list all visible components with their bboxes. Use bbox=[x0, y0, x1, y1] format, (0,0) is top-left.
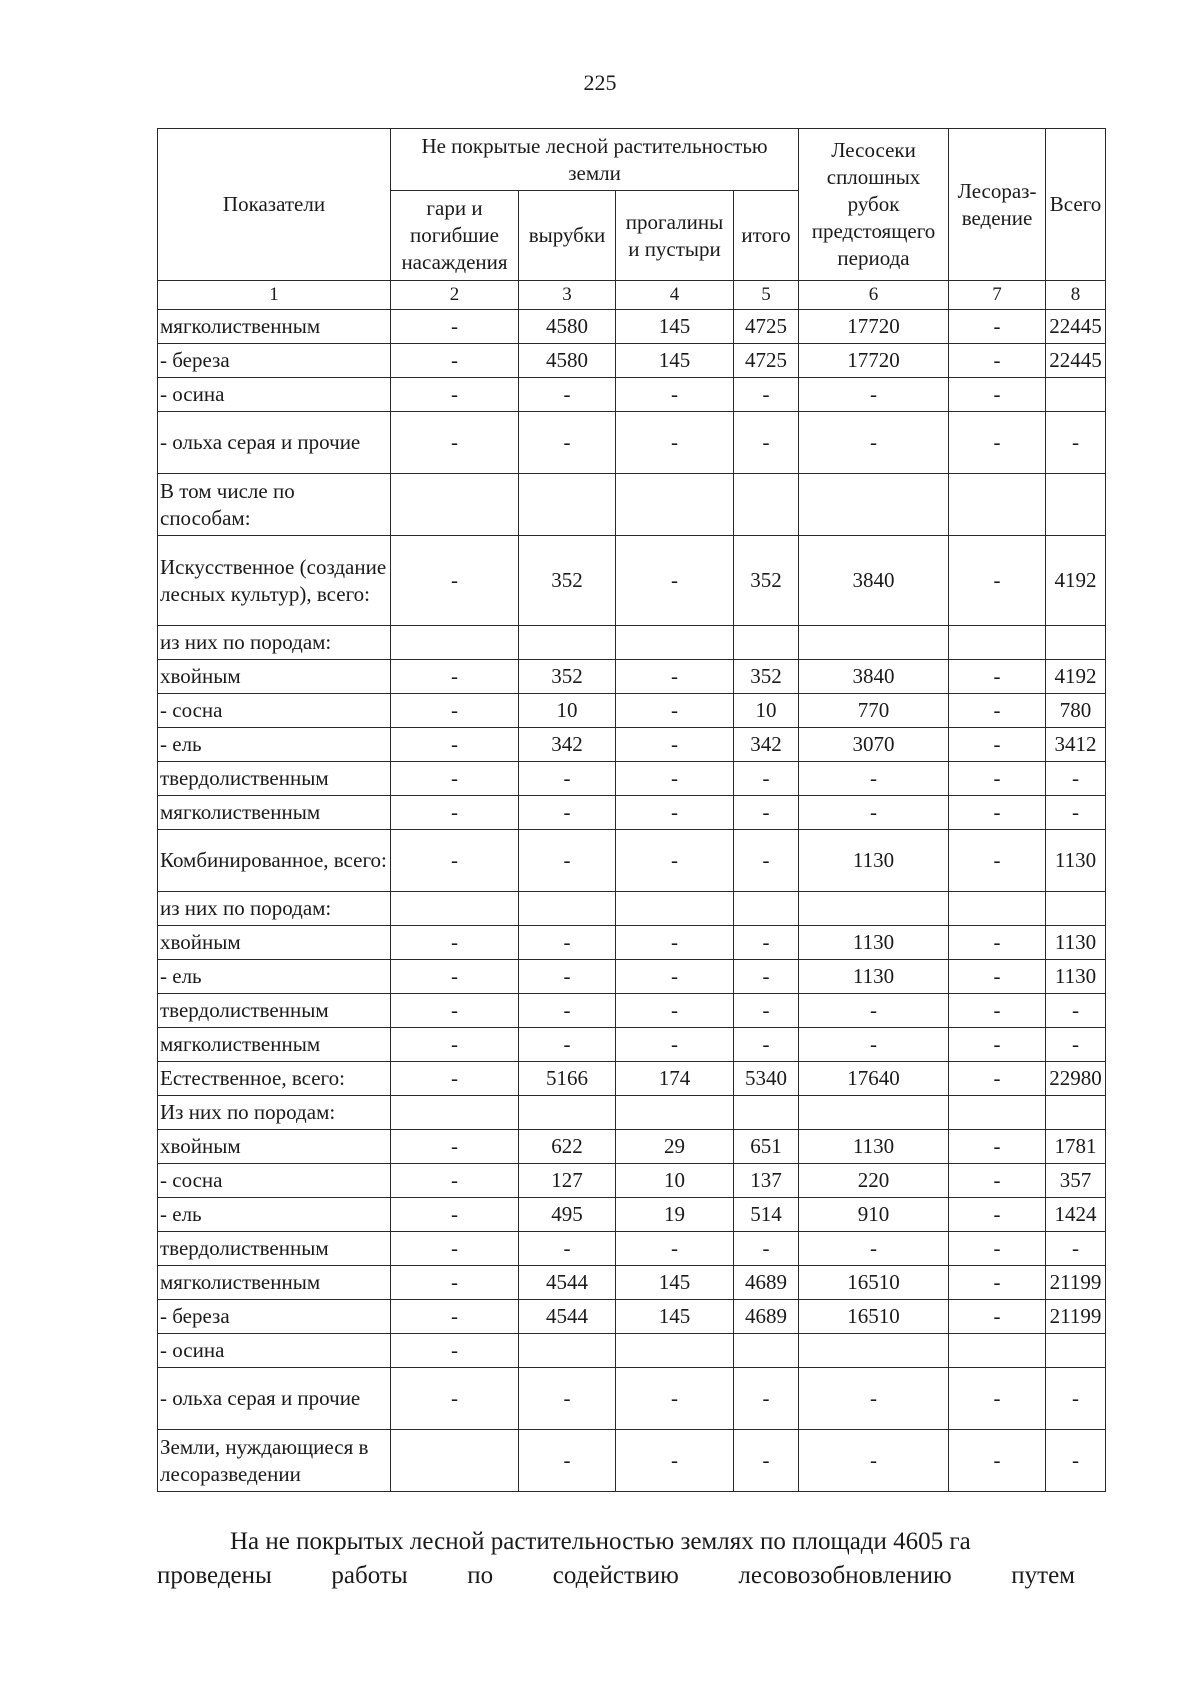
table-cell: - bbox=[616, 994, 734, 1028]
header-subtotal: итого bbox=[734, 191, 799, 281]
table-row bbox=[158, 378, 1106, 412]
table-cell: - bbox=[799, 1232, 949, 1266]
table-cell: 145 bbox=[616, 1300, 734, 1334]
table-cell: - bbox=[391, 960, 519, 994]
row-label: - ель bbox=[158, 728, 391, 762]
table-cell: 17640 bbox=[799, 1062, 949, 1096]
table-row bbox=[158, 728, 1106, 762]
table-cell: - bbox=[734, 796, 799, 830]
table-cell: 10 bbox=[519, 694, 616, 728]
column-number: 3 bbox=[519, 281, 616, 310]
table-cell: 342 bbox=[734, 728, 799, 762]
table-cell: - bbox=[391, 310, 519, 344]
table-cell: - bbox=[949, 1130, 1046, 1164]
table-cell bbox=[1046, 1096, 1106, 1130]
table-cell: - bbox=[391, 1368, 519, 1430]
table-row bbox=[158, 660, 1106, 694]
table-cell: - bbox=[519, 378, 616, 412]
table-cell: - bbox=[734, 960, 799, 994]
table-cell bbox=[616, 474, 734, 536]
row-label: - береза bbox=[158, 344, 391, 378]
table-cell: 127 bbox=[519, 1164, 616, 1198]
row-label: В том числе по способам: bbox=[158, 474, 391, 536]
row-label: твердолиственным bbox=[158, 762, 391, 796]
table-cell: 3412 bbox=[1046, 728, 1106, 762]
table-cell: - bbox=[949, 660, 1046, 694]
table-cell: 145 bbox=[616, 1266, 734, 1300]
row-label: мягколиственным bbox=[158, 310, 391, 344]
table-cell: - bbox=[949, 1300, 1046, 1334]
row-label: твердолиственным bbox=[158, 1232, 391, 1266]
table-row bbox=[158, 926, 1106, 960]
row-label: твердолиственным bbox=[158, 994, 391, 1028]
table-cell bbox=[519, 474, 616, 536]
table-row bbox=[158, 1062, 1106, 1096]
table-cell: - bbox=[949, 412, 1046, 474]
table-cell: - bbox=[799, 412, 949, 474]
row-label: - сосна bbox=[158, 1164, 391, 1198]
table-cell bbox=[519, 1096, 616, 1130]
column-number: 8 bbox=[1046, 281, 1106, 310]
table-cell: - bbox=[616, 1028, 734, 1062]
row-label: мягколиственным bbox=[158, 1266, 391, 1300]
table-row bbox=[158, 1266, 1106, 1300]
table-cell: 352 bbox=[519, 536, 616, 626]
table-cell: - bbox=[949, 378, 1046, 412]
table-row bbox=[158, 1096, 1106, 1130]
table-cell: - bbox=[949, 536, 1046, 626]
table-cell bbox=[949, 1096, 1046, 1130]
header-glades: прогалины и пустыри bbox=[616, 191, 734, 281]
row-label: Из них по породам: bbox=[158, 1096, 391, 1130]
table-cell: - bbox=[949, 310, 1046, 344]
table-cell: - bbox=[519, 412, 616, 474]
table-cell: - bbox=[949, 1062, 1046, 1096]
table-cell: 4192 bbox=[1046, 660, 1106, 694]
table-cell: - bbox=[391, 378, 519, 412]
page-number: 225 bbox=[583, 70, 617, 95]
row-label: Естественное, всего: bbox=[158, 1062, 391, 1096]
column-number-row bbox=[158, 281, 1106, 310]
table-cell: 352 bbox=[734, 536, 799, 626]
table-cell bbox=[519, 892, 616, 926]
table-cell: 19 bbox=[616, 1198, 734, 1232]
table-row bbox=[158, 412, 1106, 474]
table-cell: - bbox=[949, 994, 1046, 1028]
table-cell: 145 bbox=[616, 310, 734, 344]
table-cell: 3070 bbox=[799, 728, 949, 762]
table-cell: - bbox=[519, 960, 616, 994]
table-cell: - bbox=[799, 1368, 949, 1430]
table-cell bbox=[1046, 626, 1106, 660]
table-row bbox=[158, 626, 1106, 660]
table-cell: 17720 bbox=[799, 344, 949, 378]
table-cell: - bbox=[519, 796, 616, 830]
table-row bbox=[158, 994, 1106, 1028]
table-cell bbox=[949, 626, 1046, 660]
table-cell: 4689 bbox=[734, 1300, 799, 1334]
table-cell: 910 bbox=[799, 1198, 949, 1232]
table-cell: - bbox=[616, 1232, 734, 1266]
table-cell: - bbox=[519, 1232, 616, 1266]
row-label: - ольха серая и прочие bbox=[158, 412, 391, 474]
table-cell: 4544 bbox=[519, 1300, 616, 1334]
table-cell: 4725 bbox=[734, 344, 799, 378]
table-cell: 220 bbox=[799, 1164, 949, 1198]
table-cell: - bbox=[734, 762, 799, 796]
header-burned: гари и погибшие насаждения bbox=[391, 191, 519, 281]
table-cell: - bbox=[391, 344, 519, 378]
table-cell: - bbox=[949, 1028, 1046, 1062]
table-cell bbox=[616, 626, 734, 660]
table-row bbox=[158, 830, 1106, 892]
row-label: - ольха серая и прочие bbox=[158, 1368, 391, 1430]
table-cell: 1781 bbox=[1046, 1130, 1106, 1164]
table-row bbox=[158, 694, 1106, 728]
table-cell: 1130 bbox=[1046, 960, 1106, 994]
table-cell: - bbox=[1046, 1368, 1106, 1430]
table-cell: 495 bbox=[519, 1198, 616, 1232]
table-cell: - bbox=[1046, 994, 1106, 1028]
table-cell: - bbox=[616, 1368, 734, 1430]
header-clearcut: Лесосеки сплошных рубок предстоящего периода bbox=[799, 129, 949, 281]
table-cell: - bbox=[949, 1266, 1046, 1300]
table-cell: - bbox=[949, 1368, 1046, 1430]
table-cell: - bbox=[391, 994, 519, 1028]
table-cell: 16510 bbox=[799, 1300, 949, 1334]
table-cell: - bbox=[391, 1164, 519, 1198]
table-cell: 4544 bbox=[519, 1266, 616, 1300]
table-cell: - bbox=[949, 1430, 1046, 1492]
header-total: Всего bbox=[1046, 129, 1106, 281]
table-cell: 622 bbox=[519, 1130, 616, 1164]
table-cell: - bbox=[616, 728, 734, 762]
row-label: Земли, нуждающиеся в лесоразведении bbox=[158, 1430, 391, 1492]
table-cell: - bbox=[616, 960, 734, 994]
table-cell: 352 bbox=[734, 660, 799, 694]
table-cell: 10 bbox=[734, 694, 799, 728]
table-row bbox=[158, 1430, 1106, 1492]
table-cell: - bbox=[519, 994, 616, 1028]
row-label: - береза bbox=[158, 1300, 391, 1334]
table-cell: 22980 bbox=[1046, 1062, 1106, 1096]
table-cell: - bbox=[391, 536, 519, 626]
table-cell bbox=[616, 1096, 734, 1130]
row-label: мягколиственным bbox=[158, 1028, 391, 1062]
row-label: хвойным bbox=[158, 926, 391, 960]
table-cell: 4689 bbox=[734, 1266, 799, 1300]
table-cell: 145 bbox=[616, 344, 734, 378]
table-cell: 3840 bbox=[799, 660, 949, 694]
table-cell: - bbox=[734, 994, 799, 1028]
table-cell: - bbox=[949, 1164, 1046, 1198]
table-cell: - bbox=[616, 796, 734, 830]
table-cell: - bbox=[616, 830, 734, 892]
table-cell: - bbox=[391, 762, 519, 796]
table-cell: - bbox=[1046, 1232, 1106, 1266]
row-label: хвойным bbox=[158, 660, 391, 694]
table-row bbox=[158, 1334, 1106, 1368]
table-cell: - bbox=[734, 830, 799, 892]
table-cell: - bbox=[1046, 412, 1106, 474]
table-cell: 1130 bbox=[799, 926, 949, 960]
table-cell: - bbox=[391, 926, 519, 960]
table-cell: - bbox=[734, 378, 799, 412]
table-cell: - bbox=[519, 1368, 616, 1430]
row-label: - ель bbox=[158, 960, 391, 994]
table-cell: - bbox=[949, 960, 1046, 994]
table-cell: 4580 bbox=[519, 310, 616, 344]
table-cell bbox=[949, 892, 1046, 926]
table-row bbox=[158, 1232, 1106, 1266]
table-row bbox=[158, 960, 1106, 994]
column-number: 6 bbox=[799, 281, 949, 310]
table-cell bbox=[734, 626, 799, 660]
table-cell: 5166 bbox=[519, 1062, 616, 1096]
table-cell: - bbox=[519, 1028, 616, 1062]
header-cuttings: вырубки bbox=[519, 191, 616, 281]
table-cell: 5340 bbox=[734, 1062, 799, 1096]
table-cell: 4192 bbox=[1046, 536, 1106, 626]
table-cell: - bbox=[949, 926, 1046, 960]
table-cell bbox=[1046, 1334, 1106, 1368]
table-cell: - bbox=[391, 1198, 519, 1232]
table-cell: - bbox=[391, 1334, 519, 1368]
table-cell: 1130 bbox=[1046, 926, 1106, 960]
table-cell: - bbox=[799, 1430, 949, 1492]
table-cell: 10 bbox=[616, 1164, 734, 1198]
table-cell: - bbox=[799, 994, 949, 1028]
table-cell bbox=[391, 626, 519, 660]
table-cell: - bbox=[949, 344, 1046, 378]
header-indicator: Показатели bbox=[158, 129, 391, 281]
table-cell: - bbox=[799, 1028, 949, 1062]
body-paragraph-line-1: На не покрытых лесной растительностью землях по площади 4605 га bbox=[230, 1528, 971, 1555]
table-cell: - bbox=[1046, 796, 1106, 830]
table-cell: - bbox=[734, 1232, 799, 1266]
table-cell bbox=[616, 892, 734, 926]
table-row bbox=[158, 1368, 1106, 1430]
table-row bbox=[158, 474, 1106, 536]
row-label: из них по породам: bbox=[158, 892, 391, 926]
table-cell: - bbox=[949, 830, 1046, 892]
table-cell bbox=[519, 626, 616, 660]
table-cell: - bbox=[734, 926, 799, 960]
table-cell: 342 bbox=[519, 728, 616, 762]
table-cell: - bbox=[799, 378, 949, 412]
table-cell: - bbox=[391, 796, 519, 830]
column-number: 7 bbox=[949, 281, 1046, 310]
body-paragraph-line-2: проведены работы по содействию лесовозобновлению путем bbox=[157, 1562, 1075, 1589]
table-cell bbox=[391, 474, 519, 536]
table-cell: - bbox=[391, 694, 519, 728]
table-cell bbox=[391, 1430, 519, 1492]
table-cell: - bbox=[799, 796, 949, 830]
table-cell bbox=[799, 1096, 949, 1130]
table-cell bbox=[734, 1334, 799, 1368]
table-cell: 22445 bbox=[1046, 344, 1106, 378]
table-cell: 16510 bbox=[799, 1266, 949, 1300]
table-cell: 29 bbox=[616, 1130, 734, 1164]
table-cell: - bbox=[391, 1232, 519, 1266]
table-cell bbox=[799, 1334, 949, 1368]
table-cell: 357 bbox=[1046, 1164, 1106, 1198]
table-cell: - bbox=[391, 660, 519, 694]
table-cell: - bbox=[391, 1300, 519, 1334]
table-cell bbox=[799, 474, 949, 536]
table-cell: 22445 bbox=[1046, 310, 1106, 344]
table-cell: 1130 bbox=[799, 830, 949, 892]
table-cell: 1424 bbox=[1046, 1198, 1106, 1232]
table-body bbox=[158, 310, 1106, 1492]
table-cell: - bbox=[391, 728, 519, 762]
table-cell: - bbox=[799, 762, 949, 796]
table-cell: - bbox=[616, 536, 734, 626]
row-label: Комбинированное, всего: bbox=[158, 830, 391, 892]
row-label: - ель bbox=[158, 1198, 391, 1232]
table-cell bbox=[1046, 474, 1106, 536]
table-cell: 17720 bbox=[799, 310, 949, 344]
table-cell: - bbox=[949, 1232, 1046, 1266]
table-row bbox=[158, 344, 1106, 378]
row-label: мягколиственным bbox=[158, 796, 391, 830]
table-cell bbox=[799, 626, 949, 660]
table-cell: 4580 bbox=[519, 344, 616, 378]
table-cell: - bbox=[616, 660, 734, 694]
table-cell: - bbox=[616, 378, 734, 412]
table-row bbox=[158, 1300, 1106, 1334]
table-cell: - bbox=[391, 1266, 519, 1300]
table-row bbox=[158, 1198, 1106, 1232]
table-cell: - bbox=[1046, 1028, 1106, 1062]
table-cell: - bbox=[616, 1430, 734, 1492]
table-cell: - bbox=[734, 1430, 799, 1492]
table-header bbox=[158, 129, 1106, 310]
table-cell bbox=[734, 892, 799, 926]
table-row bbox=[158, 1130, 1106, 1164]
table-row bbox=[158, 310, 1106, 344]
table-cell: - bbox=[616, 694, 734, 728]
table-cell: - bbox=[391, 412, 519, 474]
table-row bbox=[158, 796, 1106, 830]
table-cell: - bbox=[949, 694, 1046, 728]
table-cell: 21199 bbox=[1046, 1266, 1106, 1300]
table-row bbox=[158, 536, 1106, 626]
column-number: 1 bbox=[158, 281, 391, 310]
table-cell: 21199 bbox=[1046, 1300, 1106, 1334]
table-cell bbox=[1046, 892, 1106, 926]
table-cell: - bbox=[519, 762, 616, 796]
table-cell: - bbox=[734, 1368, 799, 1430]
table-row bbox=[158, 892, 1106, 926]
table-cell: - bbox=[949, 728, 1046, 762]
row-label: из них по породам: bbox=[158, 626, 391, 660]
table-cell: - bbox=[949, 796, 1046, 830]
table-cell bbox=[616, 1334, 734, 1368]
table-cell bbox=[391, 1096, 519, 1130]
table-cell: 514 bbox=[734, 1198, 799, 1232]
table-cell: - bbox=[1046, 762, 1106, 796]
row-label: - осина bbox=[158, 1334, 391, 1368]
row-label: хвойным bbox=[158, 1130, 391, 1164]
table-row bbox=[158, 1164, 1106, 1198]
column-number: 2 bbox=[391, 281, 519, 310]
table-cell: 1130 bbox=[799, 960, 949, 994]
table-cell: - bbox=[391, 1028, 519, 1062]
table-cell bbox=[391, 892, 519, 926]
table-cell: 3840 bbox=[799, 536, 949, 626]
table-cell: - bbox=[1046, 1430, 1106, 1492]
row-label: Искусственное (создание лесных культур), всего: bbox=[158, 536, 391, 626]
table-cell: 780 bbox=[1046, 694, 1106, 728]
table-cell bbox=[1046, 378, 1106, 412]
table-cell: - bbox=[391, 1130, 519, 1164]
table-cell: - bbox=[519, 926, 616, 960]
column-number: 4 bbox=[616, 281, 734, 310]
table-cell bbox=[734, 474, 799, 536]
table-row bbox=[158, 762, 1106, 796]
table-cell: 174 bbox=[616, 1062, 734, 1096]
table-cell bbox=[734, 1096, 799, 1130]
table-cell: 770 bbox=[799, 694, 949, 728]
table-cell: - bbox=[519, 1430, 616, 1492]
table-cell: 137 bbox=[734, 1164, 799, 1198]
table-cell: - bbox=[616, 412, 734, 474]
table-cell: 352 bbox=[519, 660, 616, 694]
table-cell: - bbox=[616, 926, 734, 960]
table-cell: - bbox=[391, 1062, 519, 1096]
table-cell: - bbox=[949, 1198, 1046, 1232]
row-label: - сосна bbox=[158, 694, 391, 728]
table-cell bbox=[949, 1334, 1046, 1368]
forest-data-table bbox=[157, 128, 1106, 1492]
table-cell: - bbox=[616, 762, 734, 796]
table-cell bbox=[949, 474, 1046, 536]
row-label: - осина bbox=[158, 378, 391, 412]
column-number: 5 bbox=[734, 281, 799, 310]
table-cell: - bbox=[949, 762, 1046, 796]
table-row bbox=[158, 1028, 1106, 1062]
header-afforestation: Лесораз-ведение bbox=[949, 129, 1046, 281]
header-uncovered-lands: Не покрытые лесной растительностью земли bbox=[391, 129, 799, 191]
table-cell bbox=[519, 1334, 616, 1368]
table-cell bbox=[799, 892, 949, 926]
table-cell: 1130 bbox=[1046, 830, 1106, 892]
table-cell: 651 bbox=[734, 1130, 799, 1164]
table-cell: 4725 bbox=[734, 310, 799, 344]
table-cell: - bbox=[391, 830, 519, 892]
table-cell: - bbox=[734, 1028, 799, 1062]
table-cell: 1130 bbox=[799, 1130, 949, 1164]
table-cell: - bbox=[519, 830, 616, 892]
table-cell: - bbox=[734, 412, 799, 474]
